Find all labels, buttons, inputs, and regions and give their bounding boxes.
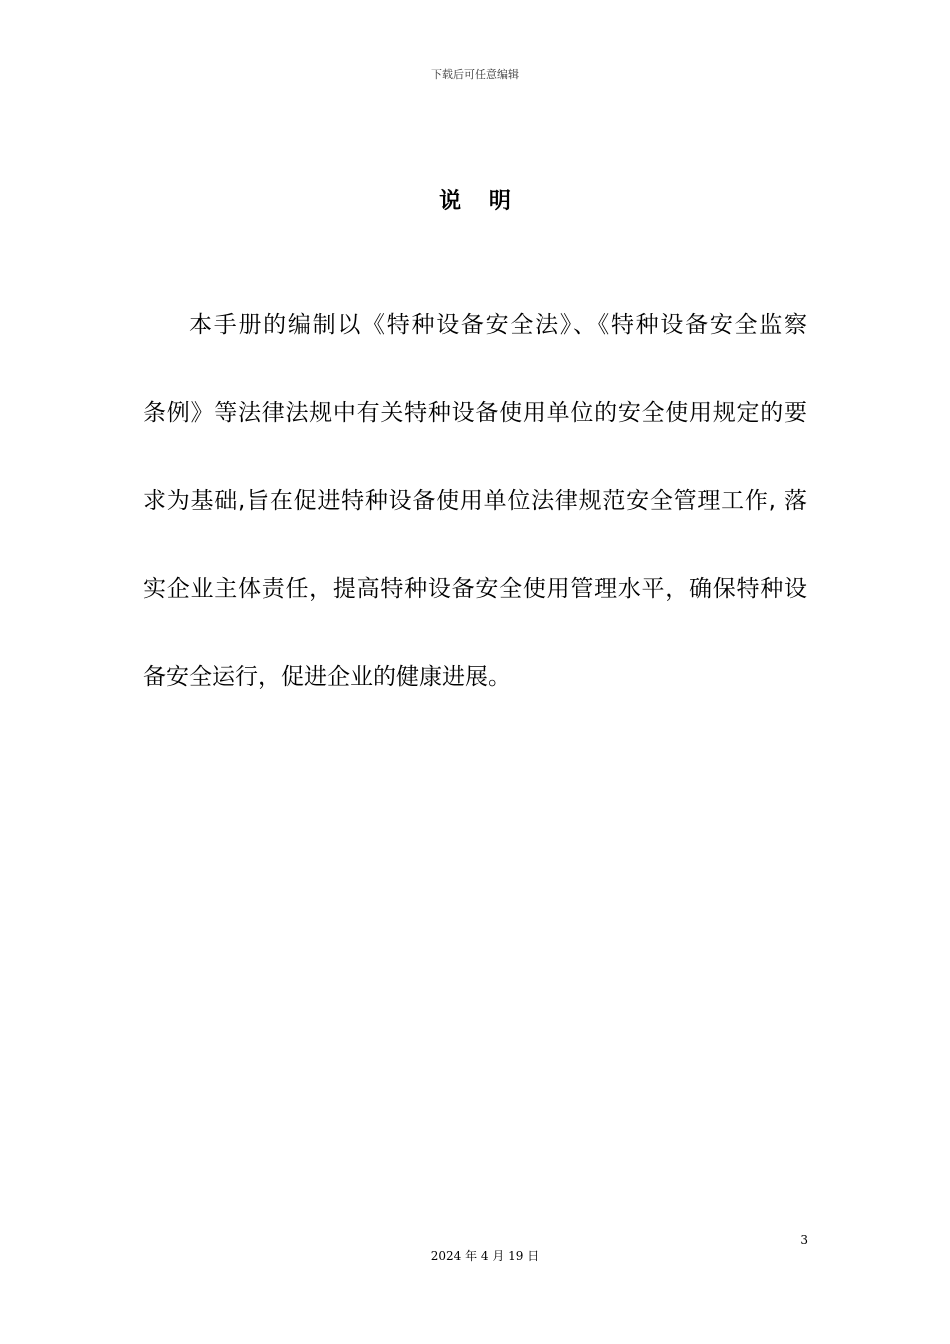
- body-line-1: 本手册的编制以《特种设备安全法》、《特种设备安全监察: [189, 312, 807, 338]
- footer-date: 2024 年 4 月 19 日: [430, 1249, 540, 1263]
- page-title: 说 明: [439, 189, 521, 214]
- body-line-5: 备安全运行，促进企业的健康进展。: [143, 664, 511, 690]
- body-line-3: 求为基础,旨在促进特种设备使用单位法律规范安全管理工作, 落: [143, 488, 807, 514]
- body-line-4: 实企业主体责任，提高特种设备安全使用管理水平，确保特种设: [143, 576, 807, 602]
- body-paragraph: [143, 307, 807, 747]
- page-number: 3: [800, 1233, 808, 1247]
- header-note: 下载后可任意编辑: [431, 68, 519, 81]
- body-line-2: 条例》等法律法规中有关特种设备使用单位的安全使用规定的要: [143, 400, 807, 426]
